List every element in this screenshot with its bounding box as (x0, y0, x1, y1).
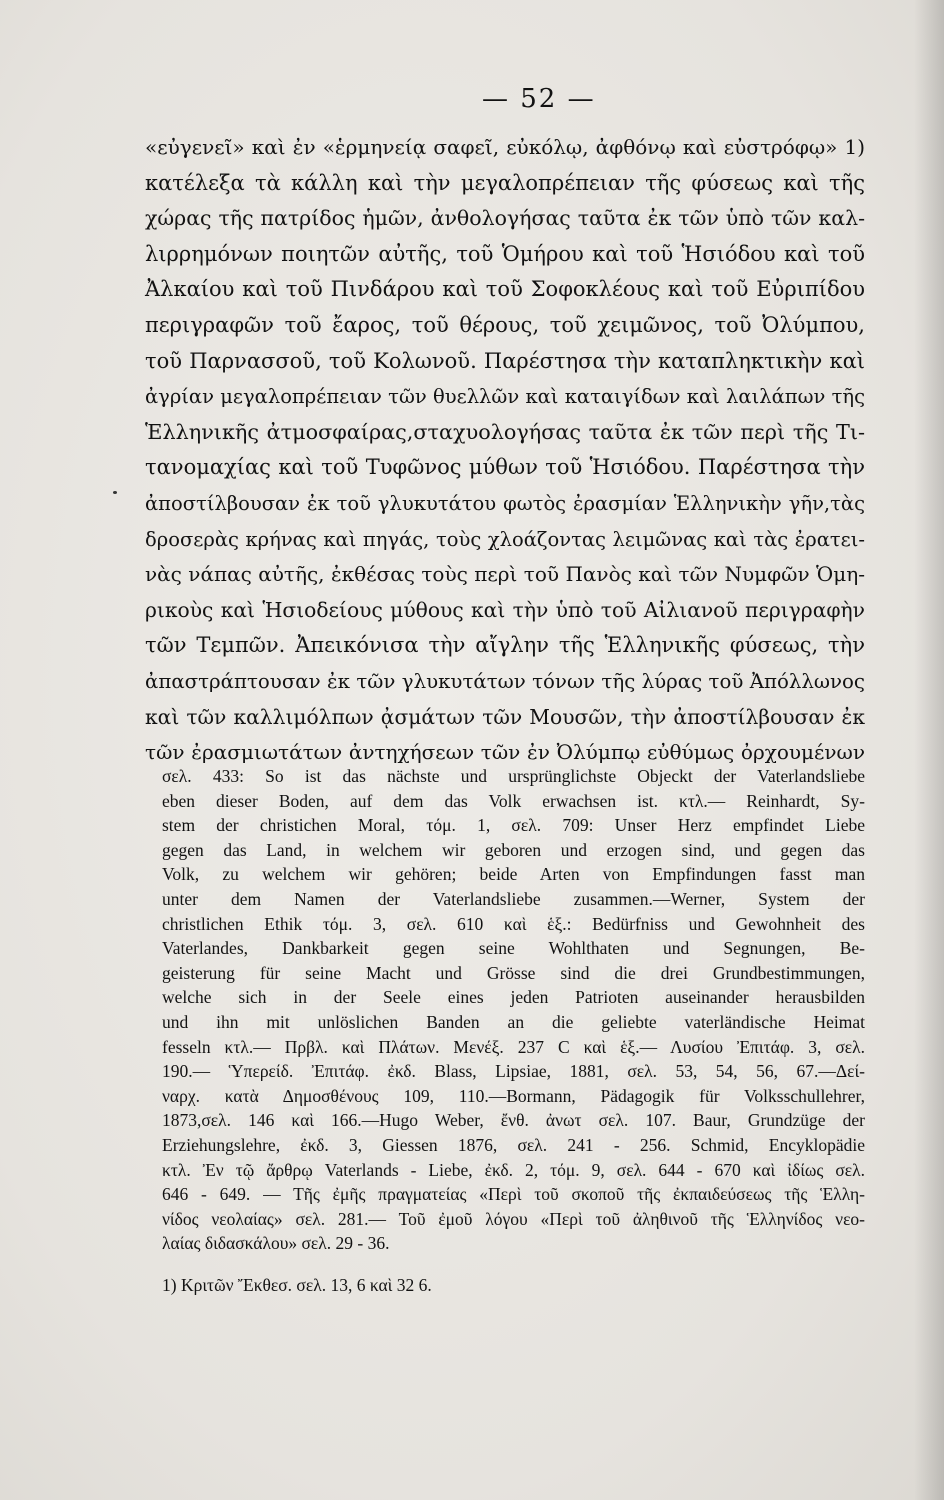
note-line: ναρχ. κατὰ Δημοσθένους 109, 110.—Bormann, Pädagogik für Volksschullehrer, (162, 1085, 865, 1106)
body-line: ἀποστίλβουσαν ἐκ τοῦ γλυκυτάτου φωτὸς ἐρασμίαν Ἑλληνικὴν γῆν,τὰς (145, 491, 865, 515)
note-line: welche sich in der Seele eines jeden Patrioten auseinander herausbilden (162, 987, 865, 1008)
body-line: καὶ τῶν καλλιμόλπων ᾀσμάτων τῶν Μουσῶν, τὴν ἀποστίλβουσαν ἐκ (145, 704, 865, 729)
body-line: Ἑλληνικῆς ἀτμοσφαίρας,σταχυολογήσας ταῦτα ἐκ τῶν περὶ τῆς Τι- (145, 419, 865, 444)
note-line: gegen das Land, in welchem wir geboren und erzogen sind, und gegen das (162, 839, 865, 860)
body-line: κατέλεξα τὰ κάλλη καὶ τὴν μεγαλοπρέπειαν τῆς φύσεως καὶ τῆς (145, 170, 865, 195)
note-line: 190.— Ὑπερείδ. Ἐπιτάφ. ἐκδ. Blass, Lipsiae, 1881, σελ. 53, 54, 56, 67.—Δεί- (162, 1061, 865, 1082)
note-line: unter dem Namen der Vaterlandsliebe zusammen.—Werner, System der (162, 888, 865, 909)
note-line: νίδος νεολαίας» σελ. 281.— Τοῦ ἐμοῦ λόγου «Περὶ τοῦ ἀληθινοῦ τῆς Ἑλληνίδος νεο- (162, 1208, 865, 1229)
footnote: 1) Κριτῶν Ἔκθεσ. σελ. 13, 6 καὶ 32 6. (162, 1275, 432, 1295)
body-line: τοῦ Παρνασσοῦ, τοῦ Κολωνοῦ. Παρέστησα τὴν καταπληκτικὴν καὶ (145, 348, 865, 373)
note-line: λαίας διδασκάλου» σελ. 29 - 36. (162, 1233, 390, 1254)
page-edge-shadow (914, 0, 944, 1500)
body-line: ρικοὺς καὶ Ἡσιοδείους μύθους καὶ τὴν ὑπὸ τοῦ Αἰλιανοῦ περιγραφὴν (145, 597, 865, 622)
main-body-text (145, 130, 865, 771)
body-line: «εὐγενεῖ» καὶ ἐν «ἑρμηνείᾳ σαφεῖ, εὐκόλῳ, ἀφθόνῳ καὶ εὐστρόφῳ» 1) (145, 135, 865, 159)
note-line: christlichen Ethik τόμ. 3, σελ. 610 καὶ ἑξ.: Bedürfniss und Gewohnheit des (162, 913, 865, 934)
body-line: νὰς νάπας αὐτῆς, ἐκθέσας τοὺς περὶ τοῦ Πανὸς καὶ τῶν Νυμφῶν Ὁμη- (145, 562, 865, 587)
note-line: κτλ. Ἐν τῷ ἄρθρῳ Vaterlands - Liebe, ἐκδ. 2, τόμ. 9, σελ. 644 - 670 καὶ ἰδίως σελ. (162, 1159, 865, 1180)
body-line: Ἀλκαίου καὶ τοῦ Πινδάρου καὶ τοῦ Σοφοκλέους καὶ τοῦ Εὐριπίδου (145, 277, 865, 302)
body-line: λιρρημόνων ποιητῶν αὐτῆς, τοῦ Ὁμήρου καὶ τοῦ Ἡσιόδου καὶ τοῦ (145, 241, 865, 266)
notes-block (162, 764, 865, 1256)
page-number: — 52 — (482, 84, 596, 114)
note-line: und ihn mit unlöslichen Banden an die geliebte vaterländische Heimat (162, 1011, 865, 1032)
note-line: eben dieser Boden, auf dem das Volk erwachsen ist. κτλ.— Reinhardt, Sy- (162, 790, 865, 811)
body-line: περιγραφῶν τοῦ ἔαρος, τοῦ θέρους, τοῦ χειμῶνος, τοῦ Ὀλύμπου, (145, 312, 865, 337)
note-line: 1873,σελ. 146 καὶ 166.—Hugo Weber, ἔνθ. ἀνωτ σελ. 107. Baur, Grundzüge der (162, 1110, 865, 1131)
note-line: 646 - 649. — Τῆς ἐμῆς πραγματείας «Περὶ τοῦ σκοποῦ τῆς ἐκπαιδεύσεως τῆς Ἑλλη- (162, 1184, 865, 1205)
body-line: τανομαχίας καὶ τοῦ Τυφῶνος μύθων τοῦ Ἡσιόδου. Παρέστησα τὴν (145, 455, 865, 480)
note-line: Vaterlandes, Dankbarkeit gegen seine Wohlthaten und Segnungen, Be- (162, 938, 865, 959)
note-line: fesseln κτλ.— Πρβλ. καὶ Πλάτων. Μενέξ. 237 C καὶ ἑξ.— Λυσίου Ἐπιτάφ. 3, σελ. (162, 1036, 865, 1057)
body-line: τῶν Τεμπῶν. Ἀπεικόνισα τὴν αἴγλην τῆς Ἑλληνικῆς φύσεως, τὴν (145, 633, 865, 658)
body-line: τῶν ἐρασμιωτάτων ἀντηχήσεων τῶν ἐν Ὀλύμπῳ εὐθύμως ὀρχουμένων (145, 740, 865, 765)
scan-speck (113, 491, 117, 494)
note-line: geisterung für seine Macht und Grösse sind die drei Grundbestimmungen, (162, 962, 865, 983)
note-line: σελ. 433: So ist das nächste und ursprünglichste Objeckt der Vaterlandsliebe (162, 766, 865, 786)
note-line: Volk, zu welchem wir gehören; beide Arten von Empfindungen fasst man (162, 864, 865, 885)
body-line: χώρας τῆς πατρίδος ἡμῶν, ἀνθολογήσας ταῦτα ἐκ τῶν ὑπὸ τῶν καλ- (145, 206, 865, 231)
note-line: Erziehungslehre, ἐκδ. 3, Giessen 1876, σελ. 241 - 256. Schmid, Encyklopädie (162, 1134, 865, 1155)
note-line: stem der christichen Moral, τόμ. 1, σελ. 709: Unser Herz empfindet Liebe (162, 815, 865, 836)
body-line: ἀγρίαν μεγαλοπρέπειαν τῶν θυελλῶν καὶ καταιγίδων καὶ λαιλάπων τῆς (145, 385, 865, 409)
body-line: δροσερὰς κρήνας καὶ πηγάς, τοὺς χλοάζοντας λειμῶνας καὶ τὰς ἐρατει- (145, 527, 865, 551)
body-line: ἀπαστράπτουσαν ἐκ τῶν γλυκυτάτων τόνων τῆς λύρας τοῦ Ἀπόλλωνος (145, 669, 865, 693)
